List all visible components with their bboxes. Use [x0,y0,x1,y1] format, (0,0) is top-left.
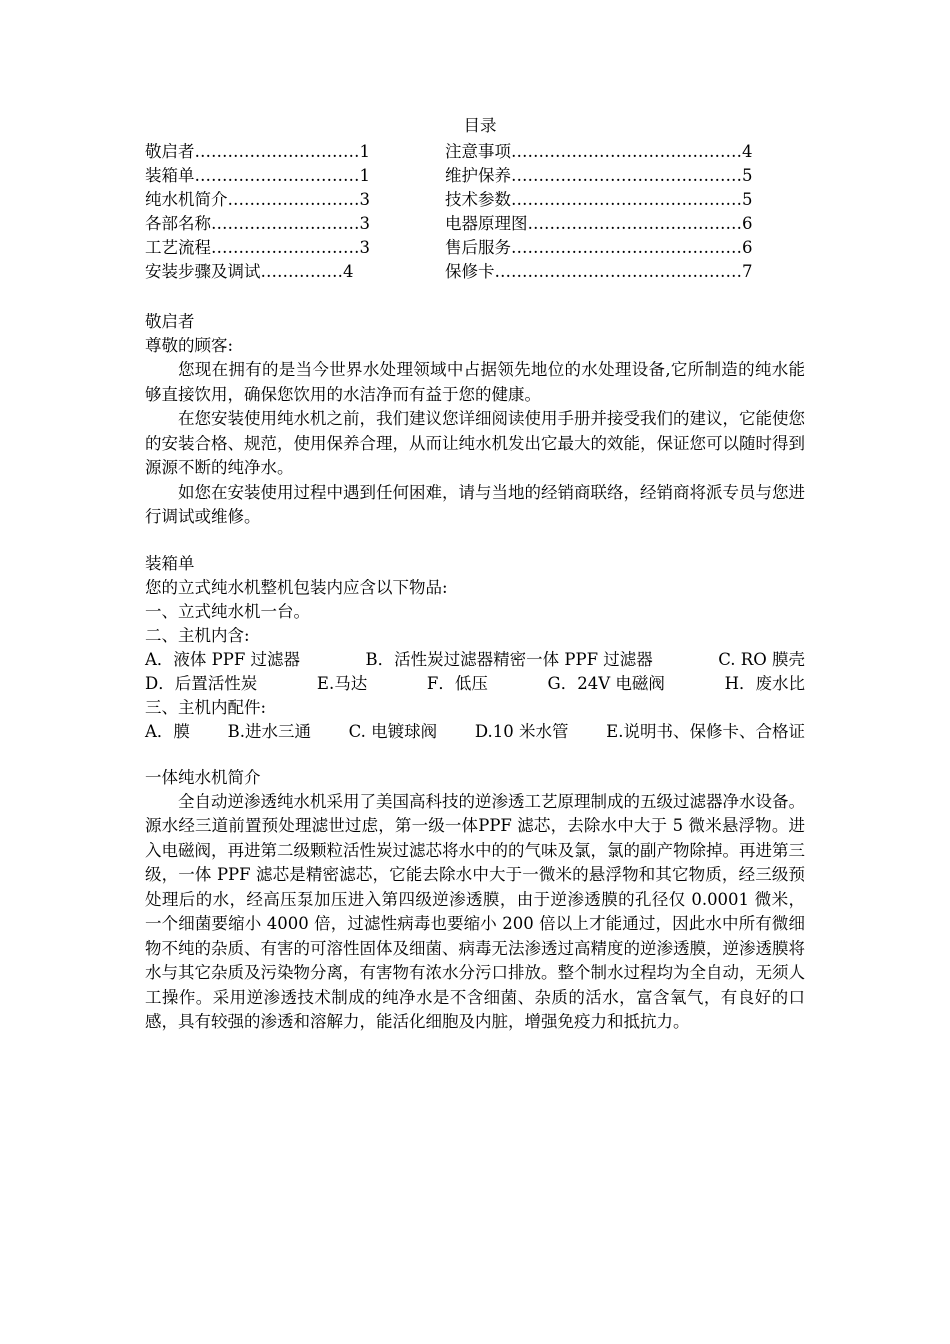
component-item: A．液体 PPF 过滤器 [145,649,301,669]
toc-entry: 售后服务……………………………………6 [445,238,753,257]
table-of-contents [145,140,765,284]
accessory-item: C. 电镀球阀 [348,721,438,741]
preface-greeting: 尊敬的顾客: [145,336,234,355]
toc-entry: 敬启者…………………………1 [145,142,370,161]
toc-entry: 安装步骤及调试……………4 [145,262,354,281]
intro-section [145,766,805,1035]
intro-heading: 一体纯水机简介 [145,767,261,787]
toc-entry: 技术参数……………………………………5 [445,190,753,209]
toc-entry: 纯水机简介……………………3 [145,190,370,209]
accessory-item: E.说明书、保修卡、合格证 [606,721,805,741]
preface-paragraph: 在您安装使用纯水机之前，我们建议您详细阅读使用手册并接受我们的建议，它能使您的安装合格、规范，使用保养合理，从而让纯水机发出它最大的效能，保证您可以随时得到源源不断的纯净水。 [145,409,805,477]
packing-intro: 您的立式纯水机整机包装内应含以下物品: [145,577,448,597]
toc-entry: 各部名称………………………3 [145,214,370,233]
toc-entry: 维护保养……………………………………5 [445,166,753,185]
accessory-item: B.进水三通 [227,721,311,741]
component-item: D．后置活性炭 [145,673,258,693]
intro-paragraph: 全自动逆渗透纯水机采用了美国高科技的逆渗透工艺原理制成的五级过滤器净水设备。源水经三道前置预处理滤世过虑，第一级一体PPF 滤芯，去除水中大于 5 微米悬浮物。进入电磁阀，再进第二级颗粒活性炭过滤芯将水中的的气味及氯，氯的副产物除掉。再进第三级，一体 PPF 滤芯是精密滤芯，它能去除水中大于一微米的悬浮物和其它物质，经三级预处理后的水，经高压泵加压进入第四级逆渗透膜，由于逆渗透膜的孔径仅 0.0001 微米，一个细菌要缩小 4000 倍，过滤性病毒也要缩小 200 倍以上才能通过，因此水中所有微细物不纯的杂质、有害的可溶性固体及细菌、病毒无法渗透过高精度的逆渗透膜，逆渗透膜将水与其它杂质及污染物分离，有害物有浓水分污口排放。整个制水过程均为全自动，无须人工操作。采用逆渗透技术制成的纯净水是不含细菌、杂质的活水，富含氧气，有良好的口感，具有较强的渗透和溶解力，能活化细胞及内脏，增强免疫力和抵抗力。 [145,791,805,1031]
component-item: B．活性炭过滤器精密一体 PPF 过滤器 [365,649,653,669]
packing-item: 一、立式纯水机一台。 [145,601,310,621]
component-item: H．废水比 [724,673,805,693]
component-item: E.马达 [316,673,368,693]
component-item: G．24V 电磁阀 [547,673,665,693]
packing-heading: 装箱单 [145,553,195,573]
component-row [145,648,805,672]
accessory-item: D.10 米水管 [474,721,569,741]
toc-entry: 注意事项……………………………………4 [445,142,753,161]
toc-entry: 工艺流程………………………3 [145,238,370,257]
accessory-row [145,720,805,744]
toc-title: 目录 [463,116,497,135]
toc-entry: 电器原理图…………………………………6 [445,214,753,233]
toc-right-column [445,140,765,284]
component-row [145,672,805,696]
component-item: C. RO 膜壳 [718,649,805,669]
preface-heading: 敬启者 [145,312,195,331]
toc-left-column [145,140,445,284]
packing-list-section [145,552,805,744]
component-item: F．低压 [426,673,488,693]
toc-entry: 保修卡………………………………………7 [445,262,753,281]
preface-paragraph: 如您在安装使用过程中遇到任何困难，请与当地的经销商联络，经销商将派专员与您进行调试或维修。 [145,482,805,526]
preface-paragraph: 您现在拥有的是当今世界水处理领域中占据领先地位的水处理设备,它所制造的纯水能够直接饮用，确保您饮用的水洁净而有益于您的健康。 [145,360,805,404]
packing-item: 二、主机内含: [145,625,250,645]
accessory-item: A．膜 [145,721,190,741]
preface-section [145,310,805,530]
packing-item: 三、主机内配件: [145,697,267,717]
toc-entry: 装箱单…………………………1 [145,166,370,185]
document-page [145,112,805,1035]
